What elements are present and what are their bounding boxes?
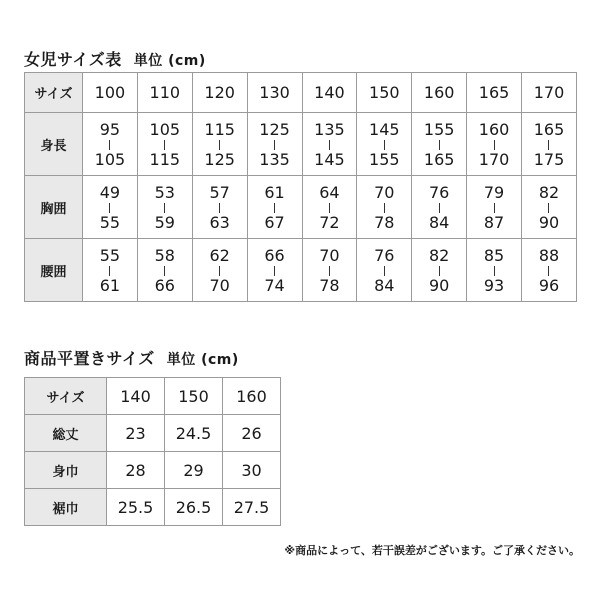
range-min: 88 [538, 245, 560, 265]
range-value [210, 247, 230, 295]
range-separator [164, 266, 165, 276]
range-separator [274, 266, 275, 276]
range-cell [247, 176, 302, 239]
range-min: 82 [429, 245, 450, 265]
range-cell [412, 176, 467, 239]
size-header-cell: 110 [137, 73, 192, 113]
range-cell [302, 113, 357, 176]
range-max: 61 [99, 275, 121, 295]
range-max: 170 [478, 149, 510, 169]
range-value [259, 121, 290, 169]
range-separator [329, 266, 330, 276]
range-min: 53 [154, 182, 175, 202]
table-row [25, 239, 577, 302]
range-max: 115 [149, 149, 181, 169]
flat-header-cell: 150 [165, 378, 223, 415]
flat-chart-unit: 単位 (cm) [166, 352, 239, 368]
range-value [374, 247, 394, 295]
range-value [534, 121, 565, 169]
range-separator [494, 266, 495, 276]
size-header-cell: 165 [467, 73, 522, 113]
range-cell [192, 239, 247, 302]
range-min: 57 [209, 182, 230, 202]
range-cell [467, 113, 522, 176]
range-cell [137, 113, 192, 176]
range-separator [219, 266, 220, 276]
size-header-cell: 170 [522, 73, 577, 113]
range-value [100, 247, 120, 295]
size-chart-title: 女児サイズ表 [24, 50, 122, 69]
range-separator [494, 203, 495, 213]
range-value [484, 247, 504, 295]
range-value [100, 184, 120, 232]
size-header-cell: 150 [357, 73, 412, 113]
range-value [539, 247, 559, 295]
range-separator [219, 140, 220, 150]
value-cell: 26.5 [165, 489, 223, 526]
range-min: 85 [483, 245, 505, 265]
range-min: 115 [204, 119, 235, 139]
range-min: 55 [99, 245, 121, 265]
value-cell: 28 [107, 452, 165, 489]
range-min: 76 [374, 245, 395, 265]
range-min: 58 [154, 245, 175, 265]
range-min: 105 [149, 119, 181, 139]
table-row [25, 113, 577, 176]
flat-header-cell: 140 [107, 378, 165, 415]
range-value [479, 121, 510, 169]
range-cell [412, 113, 467, 176]
range-max: 63 [209, 212, 230, 232]
range-separator [109, 203, 110, 213]
value-cell: 24.5 [165, 415, 223, 452]
range-value [374, 184, 394, 232]
row-label: 身巾 [25, 452, 107, 489]
range-max: 78 [374, 212, 395, 232]
range-cell [467, 239, 522, 302]
range-cell [137, 239, 192, 302]
range-min: 62 [209, 245, 230, 265]
range-min: 66 [264, 245, 285, 265]
range-max: 55 [99, 212, 121, 232]
range-value [314, 121, 345, 169]
range-cell [192, 176, 247, 239]
range-value [319, 184, 339, 232]
range-value [264, 247, 284, 295]
range-max: 155 [369, 149, 400, 169]
row-label: 腰囲 [25, 239, 83, 302]
range-max: 175 [533, 149, 565, 169]
range-cell [522, 176, 577, 239]
range-cell [357, 239, 412, 302]
range-max: 90 [429, 275, 450, 295]
range-min: 61 [264, 182, 285, 202]
size-header-cell: 100 [83, 73, 138, 113]
range-max: 84 [429, 212, 450, 232]
range-separator [329, 203, 330, 213]
range-cell [83, 239, 138, 302]
range-separator [274, 203, 275, 213]
value-cell: 29 [165, 452, 223, 489]
range-value [429, 247, 449, 295]
row-label: 胸囲 [25, 176, 83, 239]
range-max: 70 [209, 275, 230, 295]
row-label: 総丈 [25, 415, 107, 452]
range-value [424, 121, 455, 169]
range-value [210, 184, 230, 232]
range-min: 125 [259, 119, 290, 139]
size-header-cell: 130 [247, 73, 302, 113]
range-cell [83, 176, 138, 239]
range-value [264, 184, 284, 232]
range-max: 145 [314, 149, 345, 169]
range-min: 76 [429, 182, 450, 202]
range-separator [219, 203, 220, 213]
range-separator [548, 140, 549, 150]
range-max: 66 [154, 275, 175, 295]
range-cell [302, 239, 357, 302]
range-cell [412, 239, 467, 302]
range-cell [357, 113, 412, 176]
size-header-cell: 160 [412, 73, 467, 113]
size-header-row [25, 73, 577, 113]
range-min: 70 [319, 245, 340, 265]
flat-chart-heading [24, 346, 239, 369]
range-max: 135 [259, 149, 290, 169]
range-min: 165 [533, 119, 565, 139]
range-min: 160 [478, 119, 510, 139]
range-cell [83, 113, 138, 176]
size-chart-body [25, 73, 577, 302]
range-value [95, 121, 126, 169]
size-header-cell: 120 [192, 73, 247, 113]
range-cell [247, 113, 302, 176]
range-cell [192, 113, 247, 176]
flat-header-cell: 160 [223, 378, 281, 415]
range-min: 135 [314, 119, 345, 139]
range-value [539, 184, 559, 232]
range-separator [164, 140, 165, 150]
range-max: 87 [483, 212, 505, 232]
row-label: 身長 [25, 113, 83, 176]
range-separator [384, 140, 385, 150]
table-row [25, 415, 281, 452]
range-separator [274, 140, 275, 150]
range-cell [137, 176, 192, 239]
table-row [25, 489, 281, 526]
table-row [25, 452, 281, 489]
range-separator [329, 140, 330, 150]
range-value [204, 121, 235, 169]
row-label: 裾巾 [25, 489, 107, 526]
range-min: 155 [423, 119, 455, 139]
disclaimer-note: ※商品によって、若干誤差がございます。ご了承ください。 [284, 544, 580, 557]
range-separator [384, 266, 385, 276]
range-max: 125 [204, 149, 235, 169]
range-value [429, 184, 449, 232]
range-separator [494, 140, 495, 150]
range-min: 82 [538, 182, 560, 202]
size-header-cell: 140 [302, 73, 357, 113]
value-cell: 26 [223, 415, 281, 452]
range-value [155, 184, 175, 232]
range-min: 49 [99, 182, 121, 202]
size-chart-table [24, 72, 577, 302]
range-max: 72 [319, 212, 340, 232]
range-max: 84 [374, 275, 395, 295]
range-separator [109, 140, 110, 150]
range-max: 67 [264, 212, 285, 232]
range-separator [548, 203, 549, 213]
value-cell: 27.5 [223, 489, 281, 526]
range-cell [357, 176, 412, 239]
range-min: 64 [319, 182, 340, 202]
flat-size-table [24, 377, 281, 526]
flat-size-body [25, 378, 281, 526]
range-value [369, 121, 400, 169]
range-max: 93 [483, 275, 505, 295]
range-separator [439, 266, 440, 276]
value-cell: 23 [107, 415, 165, 452]
range-value [319, 247, 339, 295]
table-row [25, 176, 577, 239]
range-max: 78 [319, 275, 340, 295]
flat-chart-title: 商品平置きサイズ [24, 349, 155, 368]
size-chart-heading [24, 47, 206, 70]
range-value [484, 184, 504, 232]
range-max: 74 [264, 275, 285, 295]
range-max: 90 [538, 212, 560, 232]
range-value [150, 121, 181, 169]
size-chart-unit: 単位 (cm) [133, 53, 206, 69]
range-min: 95 [99, 119, 121, 139]
range-separator [384, 203, 385, 213]
range-cell [522, 239, 577, 302]
value-cell: 25.5 [107, 489, 165, 526]
range-min: 145 [369, 119, 400, 139]
range-separator [548, 266, 549, 276]
flat-header-label: サイズ [25, 378, 107, 415]
range-value [155, 247, 175, 295]
range-max: 59 [154, 212, 175, 232]
range-min: 79 [483, 182, 505, 202]
range-max: 96 [538, 275, 560, 295]
range-cell [467, 176, 522, 239]
range-cell [522, 113, 577, 176]
range-max: 105 [94, 149, 126, 169]
range-separator [439, 140, 440, 150]
range-cell [302, 176, 357, 239]
range-separator [439, 203, 440, 213]
range-cell [247, 239, 302, 302]
size-header-label: サイズ [25, 73, 83, 113]
range-separator [164, 203, 165, 213]
flat-header-row [25, 378, 281, 415]
range-max: 165 [423, 149, 455, 169]
range-separator [109, 266, 110, 276]
value-cell: 30 [223, 452, 281, 489]
range-min: 70 [374, 182, 395, 202]
